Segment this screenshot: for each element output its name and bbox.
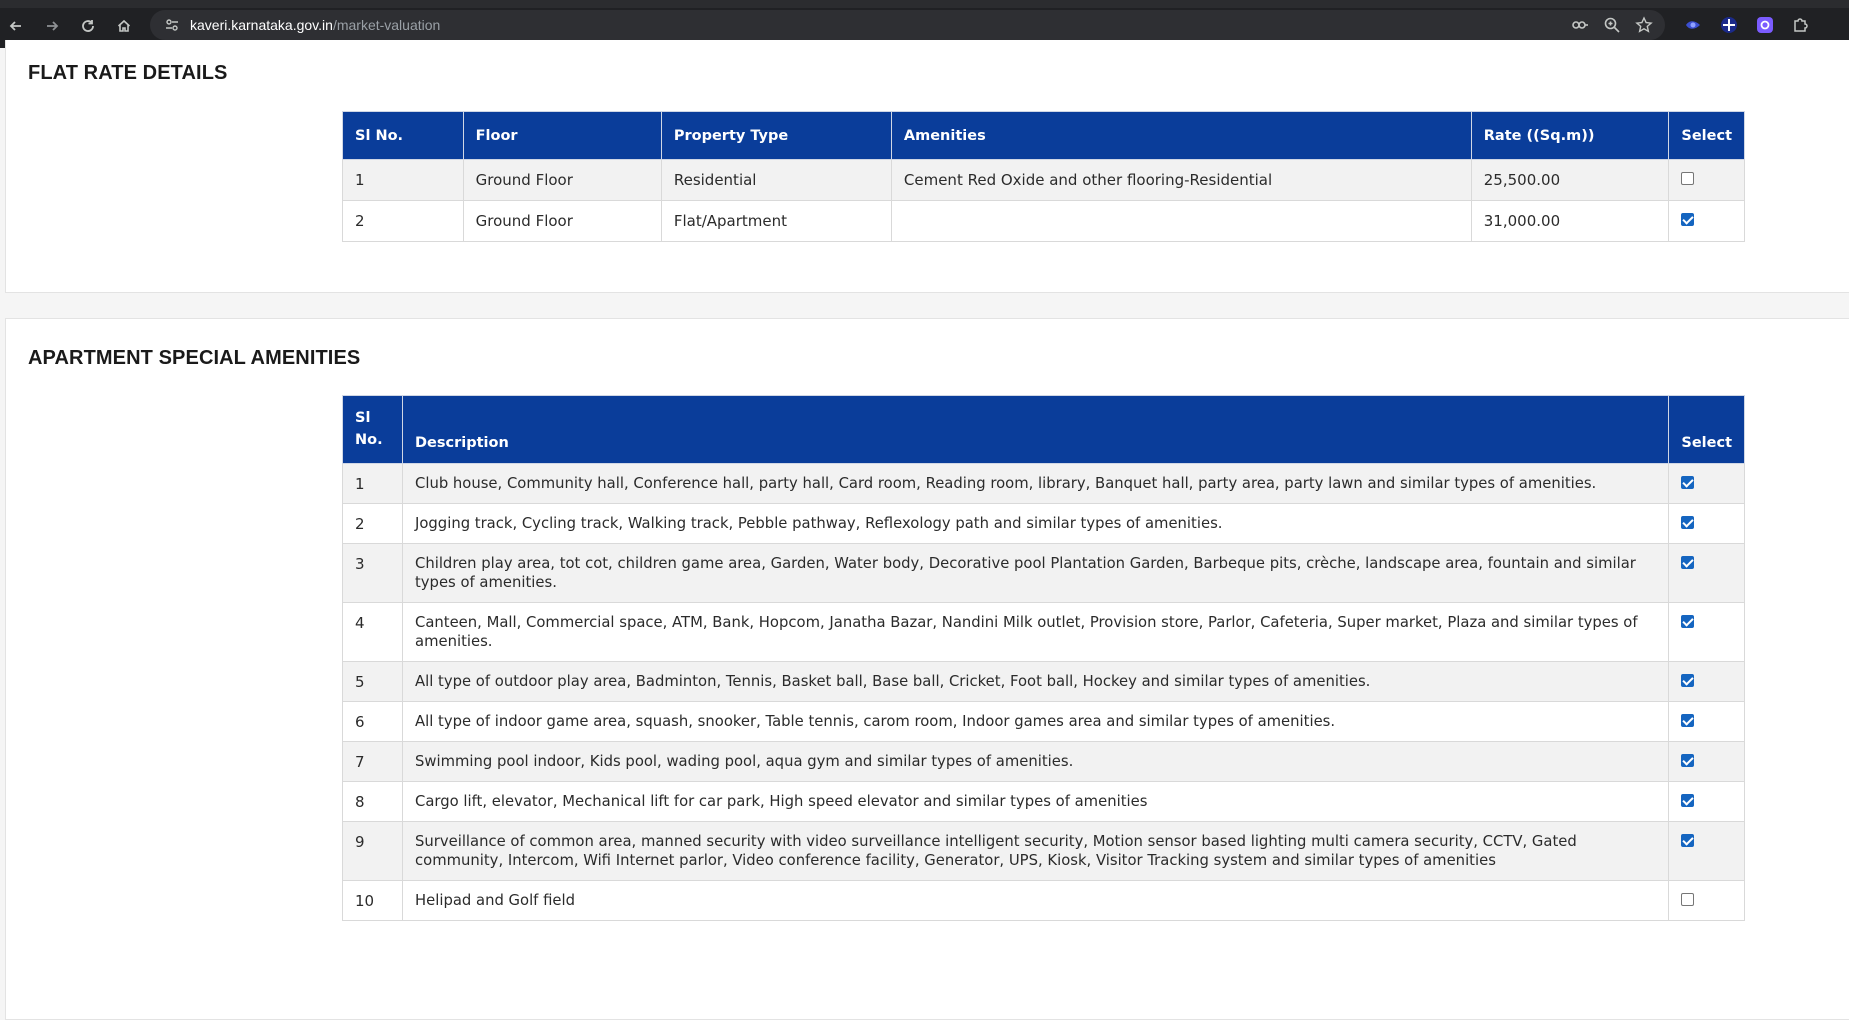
url-path: /market-valuation bbox=[332, 17, 441, 33]
home-icon[interactable] bbox=[112, 14, 136, 38]
cell-property-type: Flat/Apartment bbox=[661, 201, 891, 242]
cell-sl-no: 4 bbox=[343, 603, 403, 662]
tab-strip bbox=[0, 0, 1849, 8]
cell-sl-no: 6 bbox=[343, 702, 403, 742]
table-row bbox=[343, 881, 1745, 921]
cell-sl-no: 9 bbox=[343, 822, 403, 881]
flat-rate-panel bbox=[5, 40, 1849, 293]
table-row bbox=[343, 603, 1745, 662]
cell-amenities bbox=[891, 201, 1471, 242]
cell-description: Cargo lift, elevator, Mechanical lift for car park, High speed elevator and similar types of amenities bbox=[403, 782, 1669, 822]
cell-description: Club house, Community hall, Conference hall, party hall, Card room, Reading room, library, Banquet hall, party area, party lawn and similar types of amenities. bbox=[403, 464, 1669, 504]
col-property-type: Property Type bbox=[661, 112, 891, 160]
table-row bbox=[343, 822, 1745, 881]
table-row bbox=[343, 662, 1745, 702]
table-row bbox=[343, 464, 1745, 504]
cell-select bbox=[1669, 822, 1745, 881]
cell-property-type: Residential bbox=[661, 160, 891, 201]
site-info-icon[interactable] bbox=[162, 15, 182, 35]
extension-1-icon[interactable] bbox=[1682, 14, 1704, 36]
col-floor: Floor bbox=[463, 112, 661, 160]
bookmark-star-icon[interactable] bbox=[1634, 15, 1654, 35]
cell-select bbox=[1669, 662, 1745, 702]
table-row bbox=[343, 504, 1745, 544]
cell-floor: Ground Floor bbox=[463, 160, 661, 201]
cell-select bbox=[1669, 160, 1745, 201]
back-icon[interactable] bbox=[4, 14, 28, 38]
checkbox-checked[interactable] bbox=[1681, 754, 1694, 767]
cell-sl-no: 10 bbox=[343, 881, 403, 921]
password-key-icon[interactable] bbox=[1570, 15, 1590, 35]
checkbox-checked[interactable] bbox=[1681, 834, 1694, 847]
table-row bbox=[343, 702, 1745, 742]
extensions-puzzle-icon[interactable] bbox=[1790, 14, 1812, 36]
checkbox-unchecked[interactable] bbox=[1681, 172, 1694, 185]
cell-rate: 31,000.00 bbox=[1471, 201, 1669, 242]
cell-description: Helipad and Golf field bbox=[403, 881, 1669, 921]
col-amenities: Amenities bbox=[891, 112, 1471, 160]
checkbox-checked[interactable] bbox=[1681, 794, 1694, 807]
url-host: kaveri.karnataka.gov.in bbox=[190, 17, 333, 33]
cell-description: Canteen, Mall, Commercial space, ATM, Bank, Hopcom, Janatha Bazar, Nandini Milk outlet, Provision store, Parlor, Cafeteria, Super market, Plaza and similar types of amenities. bbox=[403, 603, 1669, 662]
col-sl-no: Sl No. bbox=[343, 112, 464, 160]
special-amenities-panel bbox=[5, 318, 1849, 1020]
cell-sl-no: 1 bbox=[343, 464, 403, 504]
amenities-header-row bbox=[343, 396, 1745, 464]
cell-select bbox=[1669, 201, 1745, 242]
cell-description: Children play area, tot cot, children game area, Garden, Water body, Decorative pool Plantation Garden, Barbeque pits, crèche, landscape area, fountain and similar types of amenities. bbox=[403, 544, 1669, 603]
cell-description: Surveillance of common area, manned security with video surveillance intelligent security, Motion sensor based lighting multi camera security, CCTV, Gated community, Intercom, Wifi Internet parlor, Video conference facility, Generator, UPS, Kiosk, Visitor Tracking system and similar types of amenities bbox=[403, 822, 1669, 881]
cell-sl-no: 2 bbox=[343, 201, 464, 242]
cell-sl-no: 2 bbox=[343, 504, 403, 544]
flat-rate-header-row bbox=[343, 112, 1745, 160]
col-sl-no: Sl No. bbox=[343, 396, 403, 464]
cell-sl-no: 3 bbox=[343, 544, 403, 603]
col-description: Description bbox=[403, 396, 1669, 464]
checkbox-checked[interactable] bbox=[1681, 714, 1694, 727]
cell-select bbox=[1669, 544, 1745, 603]
col-rate: Rate ((Sq.m)) bbox=[1471, 112, 1669, 160]
cell-sl-no: 1 bbox=[343, 160, 464, 201]
cell-select bbox=[1669, 881, 1745, 921]
cell-select bbox=[1669, 603, 1745, 662]
cell-amenities: Cement Red Oxide and other flooring-Residential bbox=[891, 160, 1471, 201]
checkbox-checked[interactable] bbox=[1681, 615, 1694, 628]
checkbox-checked[interactable] bbox=[1681, 516, 1694, 529]
flat-rate-title: FLAT RATE DETAILS bbox=[28, 62, 228, 84]
extension-3-icon[interactable] bbox=[1754, 14, 1776, 36]
checkbox-checked[interactable] bbox=[1681, 556, 1694, 569]
special-amenities-title: APARTMENT SPECIAL AMENITIES bbox=[28, 347, 361, 369]
url-text[interactable] bbox=[190, 17, 440, 33]
table-row bbox=[343, 782, 1745, 822]
special-amenities-table bbox=[342, 395, 1745, 921]
table-row bbox=[343, 544, 1745, 603]
address-bar[interactable] bbox=[150, 10, 1665, 40]
extension-2-icon[interactable] bbox=[1718, 14, 1740, 36]
cell-description: Swimming pool indoor, Kids pool, wading pool, aqua gym and similar types of amenities. bbox=[403, 742, 1669, 782]
cell-sl-no: 7 bbox=[343, 742, 403, 782]
table-row bbox=[343, 160, 1745, 201]
reload-icon[interactable] bbox=[76, 14, 100, 38]
checkbox-checked[interactable] bbox=[1681, 674, 1694, 687]
cell-description: All type of indoor game area, squash, snooker, Table tennis, carom room, Indoor games area and similar types of amenities. bbox=[403, 702, 1669, 742]
table-row bbox=[343, 742, 1745, 782]
cell-sl-no: 5 bbox=[343, 662, 403, 702]
cell-rate: 25,500.00 bbox=[1471, 160, 1669, 201]
cell-select bbox=[1669, 702, 1745, 742]
cell-select bbox=[1669, 782, 1745, 822]
forward-icon[interactable] bbox=[40, 14, 64, 38]
cell-floor: Ground Floor bbox=[463, 201, 661, 242]
cell-select bbox=[1669, 504, 1745, 544]
col-select: Select bbox=[1669, 112, 1745, 160]
checkbox-checked[interactable] bbox=[1681, 476, 1694, 489]
checkbox-unchecked[interactable] bbox=[1681, 893, 1694, 906]
cell-description: All type of outdoor play area, Badminton, Tennis, Basket ball, Base ball, Cricket, Foot ball, Hockey and similar types of amenities. bbox=[403, 662, 1669, 702]
flat-rate-table bbox=[342, 111, 1745, 242]
cell-description: Jogging track, Cycling track, Walking track, Pebble pathway, Reflexology path and similar types of amenities. bbox=[403, 504, 1669, 544]
cell-select bbox=[1669, 464, 1745, 504]
cell-select bbox=[1669, 742, 1745, 782]
col-select: Select bbox=[1669, 396, 1745, 464]
cell-sl-no: 8 bbox=[343, 782, 403, 822]
checkbox-checked[interactable] bbox=[1681, 213, 1694, 226]
table-row bbox=[343, 201, 1745, 242]
zoom-icon[interactable] bbox=[1602, 15, 1622, 35]
